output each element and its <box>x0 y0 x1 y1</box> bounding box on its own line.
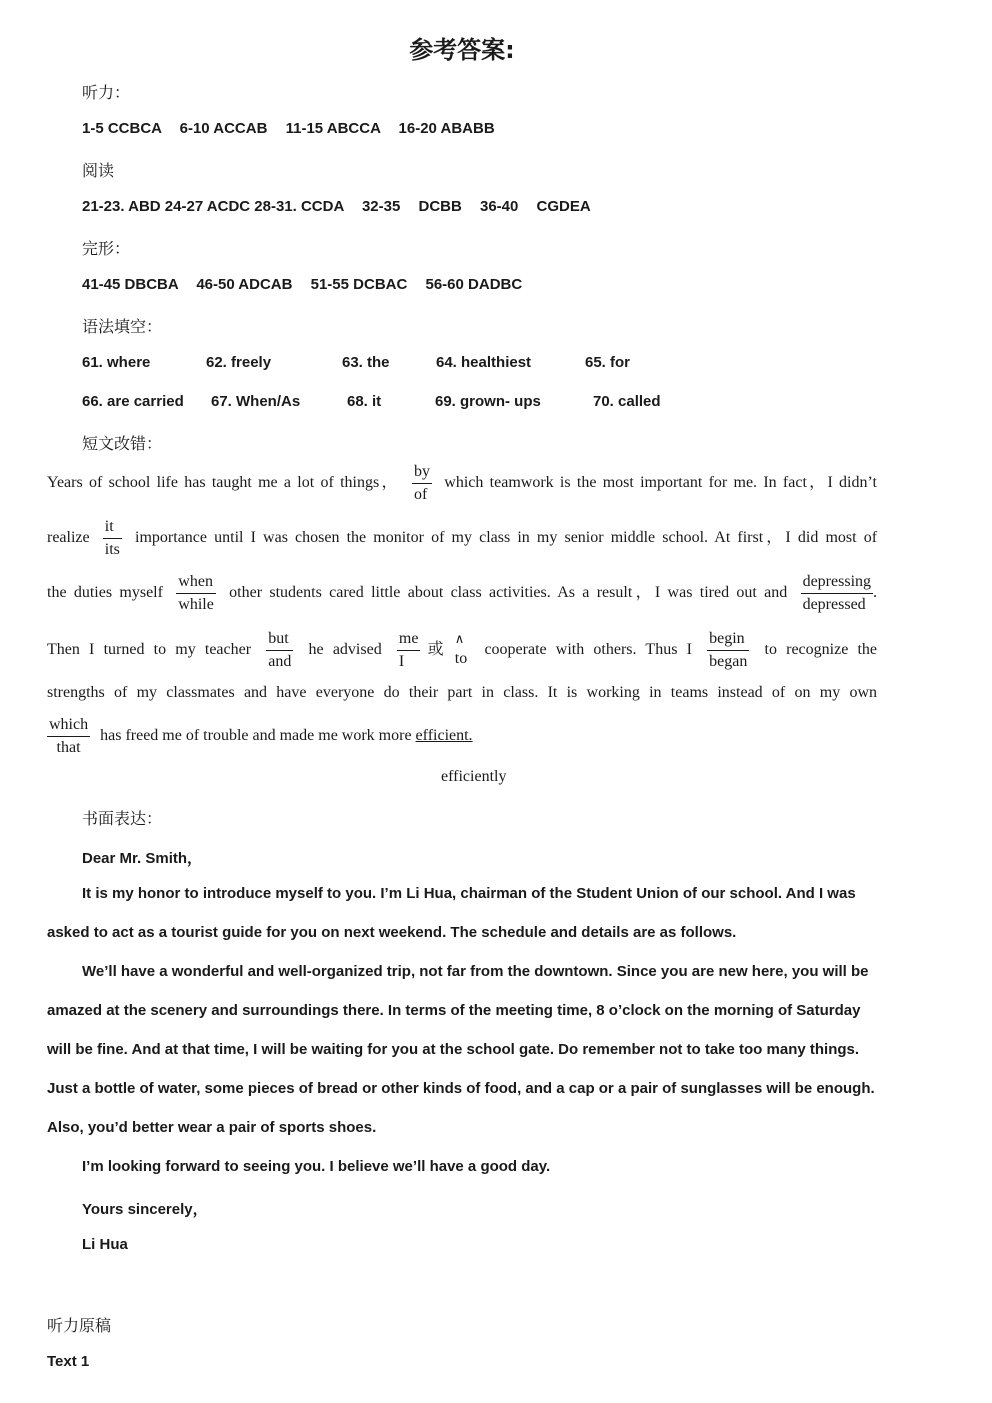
correction-mark: $\frac{\text{when}}{\text{while}}$ <box>178 573 214 613</box>
letter-text: Also, you’d better wear a pair of sports shoes. <box>47 1119 377 1136</box>
answer-group: 46-50 ADCAB <box>196 276 293 293</box>
correction-line: Years of school life has taught me a lot of things， $\frac{by}{of}$ which teamwork is the most important for me. In fact，I didn’t <box>47 461 877 505</box>
correction-line: the duties myself $\frac{\text{when}}{\text{while}}$ other students cared little about class activities. As a result，I was tired out and $\frac{\text{depressing}}{\text{depressed}}$ . <box>47 571 877 615</box>
cloze-label: 完形： <box>82 239 131 258</box>
reading-answers <box>82 198 591 215</box>
correction-line: $\frac{\text{which}}{\text{that}}$ has freed me of trouble and made me work more efficient. <box>47 714 473 758</box>
grammar-answer: 68. it <box>347 393 382 410</box>
grammar-answer: 61. where <box>82 354 151 371</box>
listening-label: 听力： <box>82 83 131 102</box>
letter-closing: Yours sincerely， <box>82 1201 208 1218</box>
cloze-answers <box>82 276 522 293</box>
grammar-answer: 69. grown- ups <box>435 393 541 410</box>
transcript-heading: Text 1 <box>47 1353 90 1370</box>
answer-group: 11-15 ABCCA <box>285 120 381 137</box>
grammar-answer: 65. for <box>585 354 631 371</box>
answer-group: 21-23. ABD 24-27 ACDC 28-31. CCDA <box>82 198 344 215</box>
correction-mark: $\frac{by}{of}$ <box>414 463 431 503</box>
answer-group: 56-60 DADBC <box>425 276 523 293</box>
answer-group: 1-5 CCBCA <box>82 120 162 137</box>
reading-label: 阅读 <box>82 161 115 180</box>
correction-line: Then I turned to my teacher $\frac{\text{but}}{\text{and}}$ he advised $\frac{me}{I}$ 或 ∧ to cooperate with others. Thus I $\frac{\text{begin}}{\text{began}}$ to recognize the <box>47 628 877 672</box>
listening-answers <box>82 120 495 137</box>
grammar-label: 语法填空： <box>82 317 163 336</box>
letter-text: I’m looking forward to seeing you. I believe we’ll have a good day. <box>82 1158 551 1175</box>
answer-group: DCBB <box>418 198 462 215</box>
correction-mark: $\frac{\text{begin}}{\text{began}}$ <box>709 630 748 670</box>
correction-line: realize $\frac{it}{\text{its}}$ importance until I was chosen the monitor of my class in my senior middle school. At first，I did most of <box>47 516 877 560</box>
correction-mark: $\frac{\text{which}}{\text{that}}$ <box>49 716 89 756</box>
letter-text: amazed at the scenery and surroundings there. In terms of the meeting time, 8 o’clock on the morning of Saturday <box>47 1002 861 1019</box>
grammar-answer: 63. the <box>342 354 390 371</box>
answer-group: CGDEA <box>536 198 591 215</box>
answer-group: 16-20 ABABB <box>398 120 495 137</box>
grammar-answer: 66. are carried <box>82 393 184 410</box>
answer-group: 32-35 <box>361 198 401 215</box>
correction-line: strengths of my classmates and have everyone do their part in class. It is working in teams instead of on my own <box>47 684 877 701</box>
grammar-answer: 64. healthiest <box>436 354 532 371</box>
grammar-answer: 62. freely <box>206 354 272 371</box>
letter-text: It is my honor to introduce myself to you. I’m Li Hua, chairman of the Student Union of our school. And I was <box>82 885 856 902</box>
grammar-answer: 70. called <box>593 393 661 410</box>
answer-group: 36-40 <box>480 198 519 215</box>
correction-mark: $\frac{it}{\text{its}}$ <box>104 518 120 558</box>
answer-group: 6-10 ACCAB <box>179 120 268 137</box>
letter-text: will be fine. And at that time, I will be waiting for you at the school gate. Do remember not to take too many things. <box>47 1041 860 1058</box>
correction-mark: $\frac{\text{but}}{\text{and}}$ <box>268 630 292 670</box>
letter-signature: Li Hua <box>82 1236 128 1253</box>
grammar-answer: 67. When/As <box>211 393 301 410</box>
answer-group: 41-45 DBCBA <box>82 276 179 293</box>
writing-label: 书面表达： <box>82 809 163 828</box>
transcript-label: 听力原稿 <box>47 1316 112 1335</box>
letter-greeting: Dear Mr. Smith， <box>82 850 203 867</box>
letter-text: asked to act as a tourist guide for you on next weekend. The schedule and details are as follows. <box>47 924 737 941</box>
correction-mark: $\frac{me}{I}$ <box>398 630 419 670</box>
correction-label: 短文改错： <box>82 434 163 453</box>
page-title: 参考答案: <box>409 36 515 64</box>
insert-mark: ∧ to <box>454 631 468 668</box>
underlined-error: efficient. <box>415 726 473 744</box>
correction-fix: efficiently <box>441 768 507 785</box>
correction-mark: $\frac{\text{depressing}}{\text{depressed}}$ <box>802 573 872 613</box>
letter-text: We’ll have a wonderful and well-organized trip, not far from the downtown. Since you are new here, you will be <box>82 963 869 980</box>
answer-group: 51-55 DCBAC <box>310 276 408 293</box>
letter-text: Just a bottle of water, some pieces of bread or other kinds of food, and a cap or a pair of sunglasses will be enough. <box>47 1080 875 1097</box>
